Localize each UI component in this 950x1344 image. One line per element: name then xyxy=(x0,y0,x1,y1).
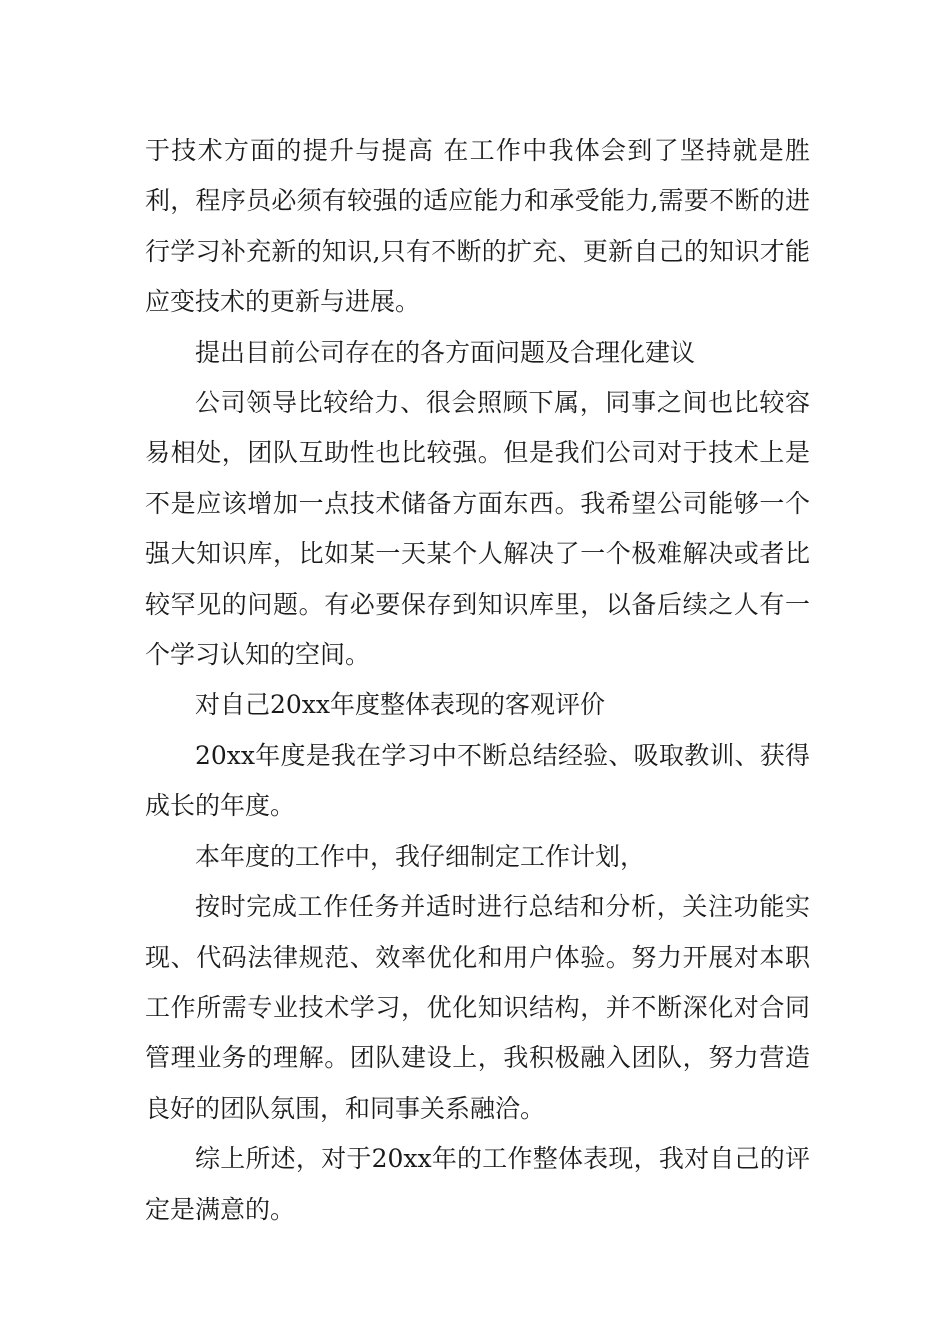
document-body xyxy=(145,126,810,1235)
heading-company-suggestions: 提出目前公司存在的各方面问题及合理化建议 xyxy=(195,337,696,367)
heading-self-evaluation: 对自己20xx年度整体表现的客观评价 xyxy=(195,690,606,720)
paragraph-year-summary: 20xx年度是我在学习中不断总结经验、吸取教训、获得成长的年度。 xyxy=(145,740,810,821)
paragraph-conclusion: 综上所述，对于20xx年的工作整体表现，我对自己的评定是满意的。 xyxy=(145,1144,810,1224)
paragraph-work-plan: 本年度的工作中，我仔细制定工作计划， xyxy=(195,841,646,871)
paragraph-company-suggestions: 公司领导比较给力、很会照顾下属，同事之间也比较容易相处，团队互助性也比较强。但是我们公司对于技术上是不是应该增加一点技术储备方面东西。我希望公司能够一个强大知识库，比如某一天某个人解决了一个极难解决或者比较罕见的问题。有必要保存到知识库里，以备后续之人有一个学习认知的空间。 xyxy=(145,388,810,670)
paragraph-work-details: 按时完成工作任务并适时进行总结和分析，关注功能实现、代码法律规范、效率优化和用户体验。努力开展对本职工作所需专业技术学习，优化知识结构，并不断深化对合同管理业务的理解。团队建设上，我积极融入团队，努力营造良好的团队氛围，和同事关系融洽。 xyxy=(145,892,810,1123)
paragraph-tech-improvement: 于技术方面的提升与提高 在工作中我体会到了坚持就是胜利，程序员必须有较强的适应能力和承受能力,需要不断的进行学习补充新的知识,只有不断的扩充、更新自己的知识才能应变技术的更新与进展。 xyxy=(145,136,810,317)
